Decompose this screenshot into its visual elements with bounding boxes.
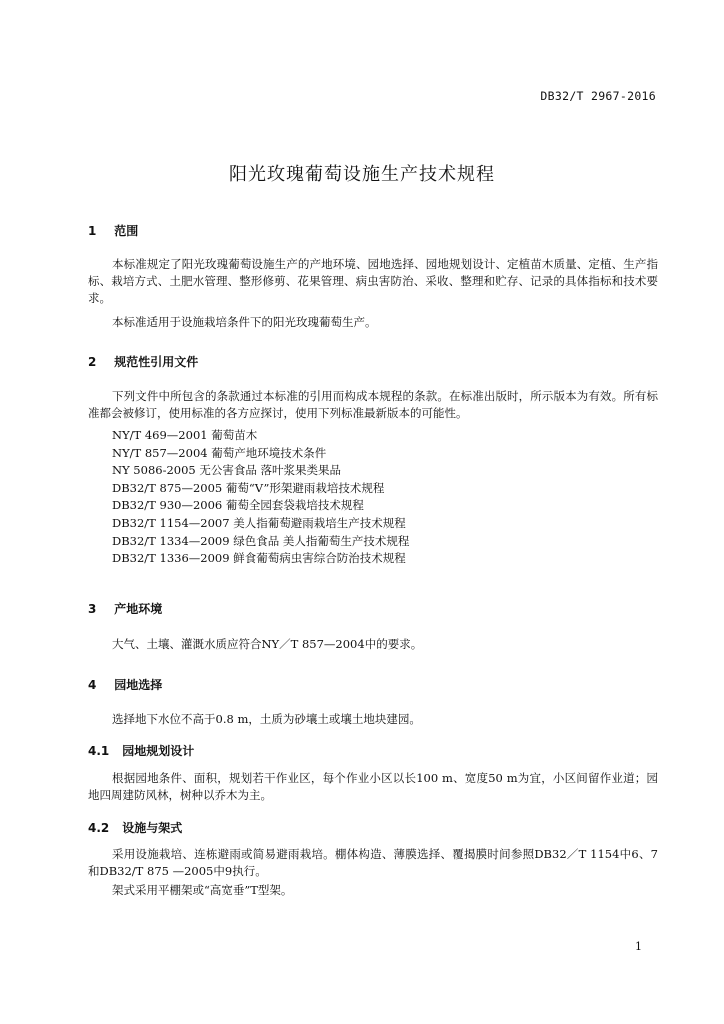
- section-title: 范围: [114, 224, 139, 238]
- section-1-heading: [88, 222, 138, 239]
- page-number: 1: [635, 940, 642, 953]
- section-title: 规范性引用文件: [114, 355, 199, 369]
- reference-item: DB32/T 1336—2009 鲜食葡萄病虫害综合防治技术规程: [112, 551, 406, 566]
- standard-code: DB32/T 2967-2016: [540, 89, 656, 103]
- site-selection-paragraph: 选择地下水位不高于0.8 m，土质为砂壤土或壤土地块建园。: [112, 712, 421, 726]
- section-number: 4.2: [88, 821, 110, 835]
- section-title: 园地规划设计: [122, 744, 195, 758]
- section-title: 设施与架式: [122, 821, 183, 835]
- section-number: 1: [88, 224, 97, 238]
- section-4-1-heading: [88, 742, 194, 759]
- section-number: 4.1: [88, 744, 110, 758]
- document-title: 阳光玫瑰葡萄设施生产技术规程: [229, 164, 495, 185]
- scope-paragraph-2: 本标准适用于设施栽培条件下的阳光玫瑰葡萄生产。: [112, 315, 377, 329]
- section-title: 产地环境: [114, 602, 163, 616]
- reference-item: DB32/T 875—2005 葡萄“V”形架避雨栽培技术规程: [112, 480, 385, 495]
- facility-paragraph-2: 架式采用平棚架或“高宽垂”T型架。: [112, 883, 293, 897]
- section-3-heading: [88, 600, 162, 617]
- environment-paragraph: 大气、土壤、灌溉水质应符合NY／T 857—2004中的要求。: [112, 637, 423, 651]
- reference-item: NY 5086-2005 无公害食品 落叶浆果类果品: [112, 463, 342, 478]
- references-intro: 下列文件中所包含的条款通过本标准的引用而构成本规程的条款。在标准出版时，所示版本为有效。所有标准都会被修订，使用标准的各方应探讨，使用下列标准最新版本的可能性。: [88, 389, 658, 420]
- reference-item: DB32/T 930—2006 葡萄全园套袋栽培技术规程: [112, 498, 364, 513]
- section-4-heading: [88, 676, 162, 693]
- facility-paragraph-1: 采用设施栽培、连栋避雨或简易避雨栽培。棚体构造、薄膜选择、覆揭膜时间参照DB32／T 1154中6、7和DB32/T 875 —2005中9执行。: [88, 847, 658, 878]
- section-2-heading: [88, 353, 198, 370]
- section-title: 园地选择: [114, 678, 163, 692]
- section-number: 2: [88, 355, 97, 369]
- scope-paragraph-1: 本标准规定了阳光玫瑰葡萄设施生产的产地环境、园地选择、园地规划设计、定植苗木质量、定植、生产指标、栽培方式、土肥水管理、整形修剪、花果管理、病虫害防治、采收、整理和贮存、记录的具体指标和技术要求。: [88, 257, 658, 305]
- reference-item: NY/T 469—2001 葡萄苗木: [112, 428, 258, 442]
- reference-item: NY/T 857—2004 葡萄产地环境技术条件: [112, 445, 327, 460]
- reference-item: DB32/T 1154—2007 美人指葡萄避雨栽培生产技术规程: [112, 515, 406, 530]
- section-number: 4: [88, 678, 97, 692]
- section-number: 3: [88, 602, 97, 616]
- planning-paragraph: 根据园地条件、面积，规划若干作业区，每个作业小区以长100 m、宽度50 m为宜，小区间留作业道；园地四周建防风林，树种以乔木为主。: [88, 771, 658, 802]
- reference-list: [112, 427, 409, 568]
- reference-item: DB32/T 1334—2009 绿色食品 美人指葡萄生产技术规程: [112, 533, 410, 548]
- section-4-2-heading: [88, 819, 182, 836]
